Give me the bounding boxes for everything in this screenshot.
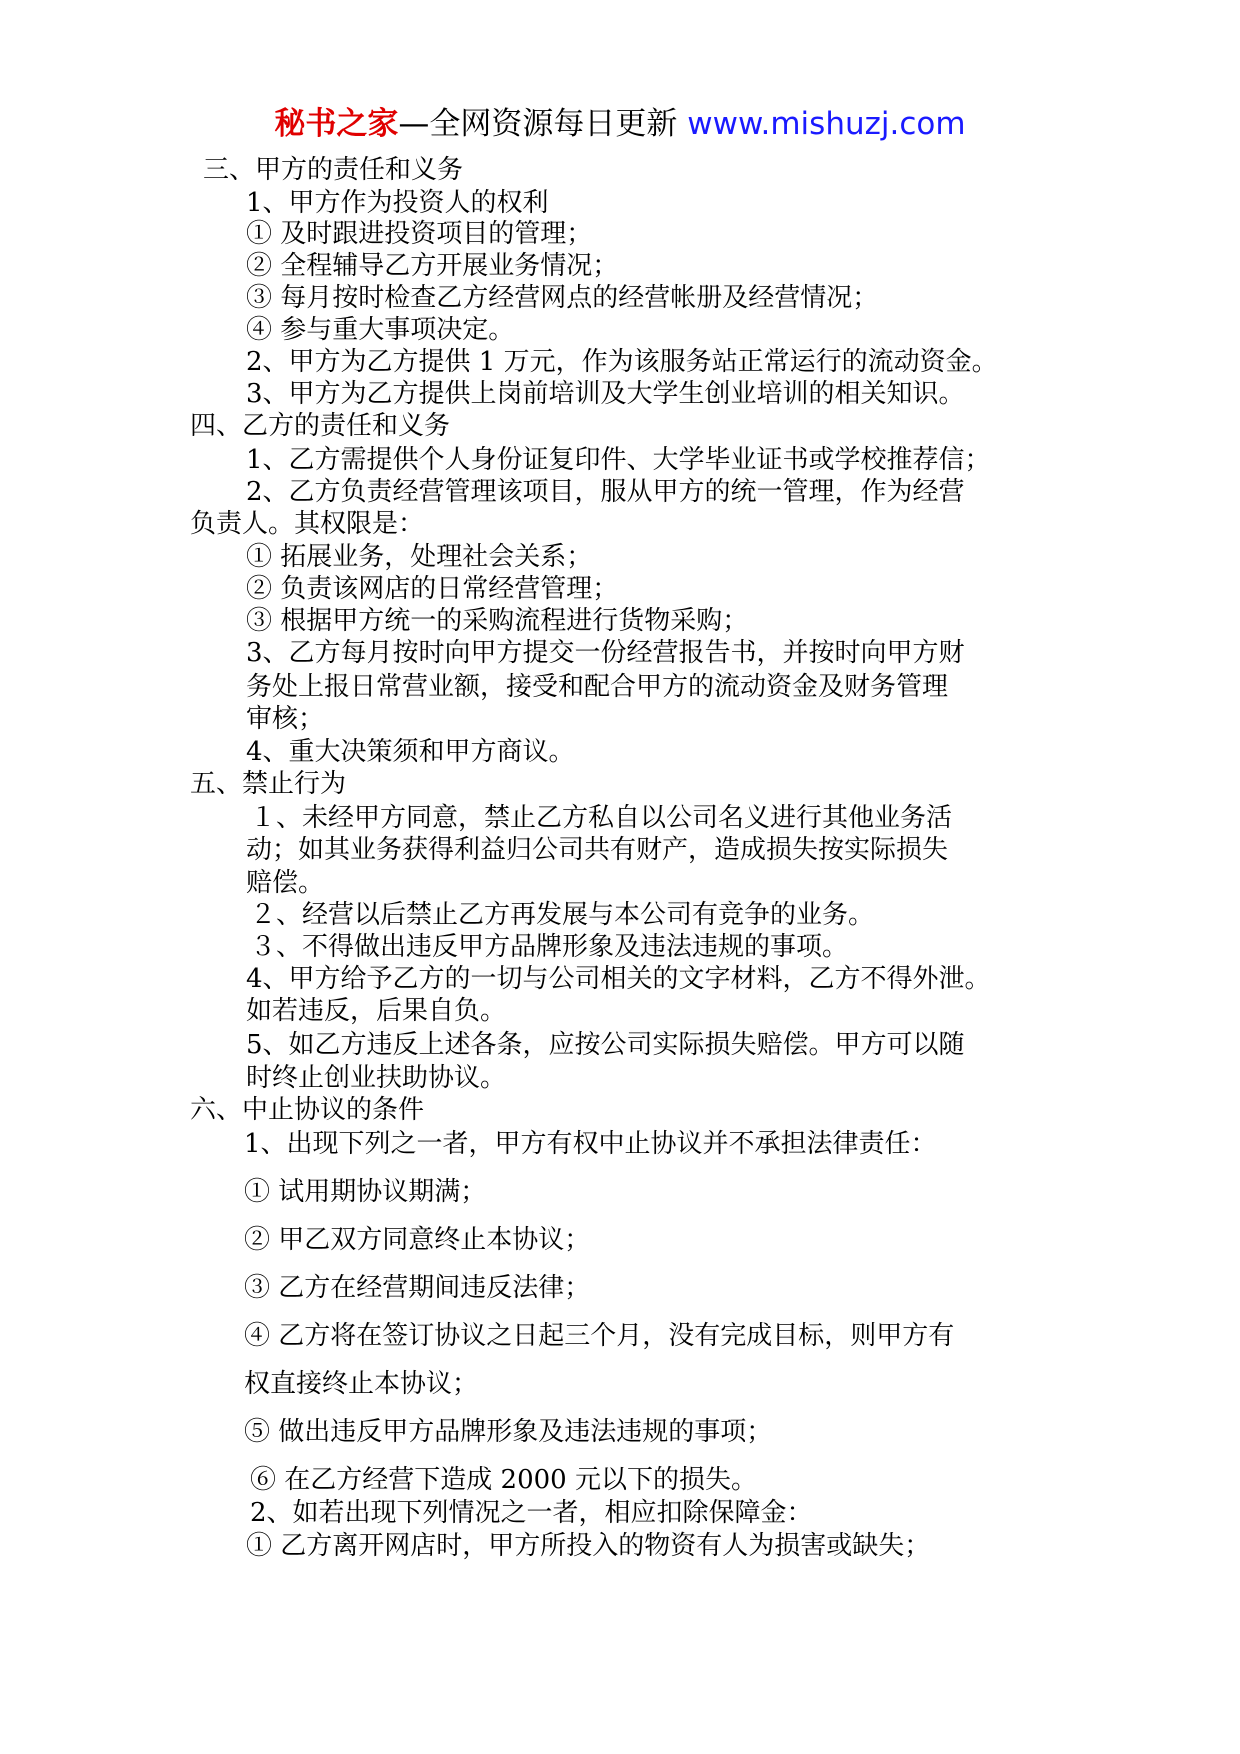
list-item: ① 试用期协议期满； xyxy=(244,1177,487,1207)
paragraph-line: 负责人。其权限是： xyxy=(190,509,425,539)
paragraph-line: 1、乙方需提供个人身份证复印件、大学毕业证书或学校推荐信； xyxy=(246,445,991,475)
paragraph-line: 3、乙方每月按时向甲方提交一份经营报告书，并按时向甲方财 xyxy=(246,638,965,668)
list-item: ② 全程辅导乙方开展业务情况； xyxy=(246,251,619,281)
list-item: ⑥ 在乙方经营下造成 2000 元以下的损失。 xyxy=(250,1465,757,1495)
paragraph-line: 4、重大决策须和甲方商议。 xyxy=(246,737,575,767)
paragraph-line: １、未经甲方同意，禁止乙方私自以公司名义进行其他业务活 xyxy=(250,803,953,833)
list-item: ① 乙方离开网店时，甲方所投入的物资有人为损害或缺失； xyxy=(246,1531,931,1561)
section-heading: 六、中止协议的条件 xyxy=(190,1095,425,1125)
list-item: ⑤ 做出违反甲方品牌形象及违法违规的事项； xyxy=(244,1417,773,1447)
paragraph-line: 2、如若出现下列情况之一者，相应扣除保障金： xyxy=(250,1498,813,1528)
paragraph-line: 务处上报日常营业额，接受和配合甲方的流动资金及财务管理 xyxy=(246,672,949,702)
website-link[interactable]: www.mishuzj.com xyxy=(687,106,966,142)
list-item: ① 及时跟进投资项目的管理； xyxy=(246,219,593,249)
list-item: ④ 乙方将在签订协议之日起三个月，没有完成目标，则甲方有 xyxy=(244,1321,955,1351)
paragraph-line: 赔偿。 xyxy=(246,868,325,898)
brand-name: 秘书之家 xyxy=(274,106,399,142)
paragraph-line: 1、甲方作为投资人的权利 xyxy=(246,188,549,218)
paragraph-line: 4、甲方给予乙方的一切与公司相关的文字材料，乙方不得外泄。 xyxy=(246,964,991,994)
paragraph-line: 5、如乙方违反上述各条，应按公司实际损失赔偿。甲方可以随 xyxy=(246,1030,965,1060)
list-item: ③ 乙方在经营期间违反法律； xyxy=(244,1273,591,1303)
site-header xyxy=(0,100,1240,148)
paragraph-line: 2、甲方为乙方提供 1 万元，作为该服务站正常运行的流动资金。 xyxy=(246,347,998,377)
paragraph-line: 2、乙方负责经营管理该项目，服从甲方的统一管理，作为经营 xyxy=(246,477,965,507)
list-item: ① 拓展业务，处理社会关系； xyxy=(246,542,593,572)
paragraph-line: ２、经营以后禁止乙方再发展与本公司有竞争的业务。 xyxy=(250,900,875,930)
paragraph-line: 如若违反，后果自负。 xyxy=(246,996,507,1026)
paragraph-line: ３、不得做出违反甲方品牌形象及违法违规的事项。 xyxy=(250,932,849,962)
section-heading: 四、乙方的责任和义务 xyxy=(190,411,451,441)
paragraph-line: 3、甲方为乙方提供上岗前培训及大学生创业培训的相关知识。 xyxy=(246,379,965,409)
paragraph-line: 1、出现下列之一者，甲方有权中止协议并不承担法律责任： xyxy=(244,1129,937,1159)
section-heading: 三、甲方的责任和义务 xyxy=(203,155,464,185)
list-item: ③ 每月按时检查乙方经营网点的经营帐册及经营情况； xyxy=(246,283,879,313)
list-item: ② 负责该网店的日常经营管理； xyxy=(246,574,619,604)
section-heading: 五、禁止行为 xyxy=(190,769,347,799)
list-item: ② 甲乙双方同意终止本协议； xyxy=(244,1225,591,1255)
paragraph-line: 时终止创业扶助协议。 xyxy=(246,1063,507,1093)
header-tagline: —全网资源每日更新 xyxy=(398,106,678,142)
paragraph-line: 审核； xyxy=(246,704,325,734)
paragraph-line: 动；如其业务获得利益归公司共有财产，造成损失按实际损失 xyxy=(246,835,949,865)
list-item: ③ 根据甲方统一的采购流程进行货物采购； xyxy=(246,606,749,636)
list-item-continuation: 权直接终止本协议； xyxy=(244,1369,479,1399)
list-item: ④ 参与重大事项决定。 xyxy=(246,315,515,345)
